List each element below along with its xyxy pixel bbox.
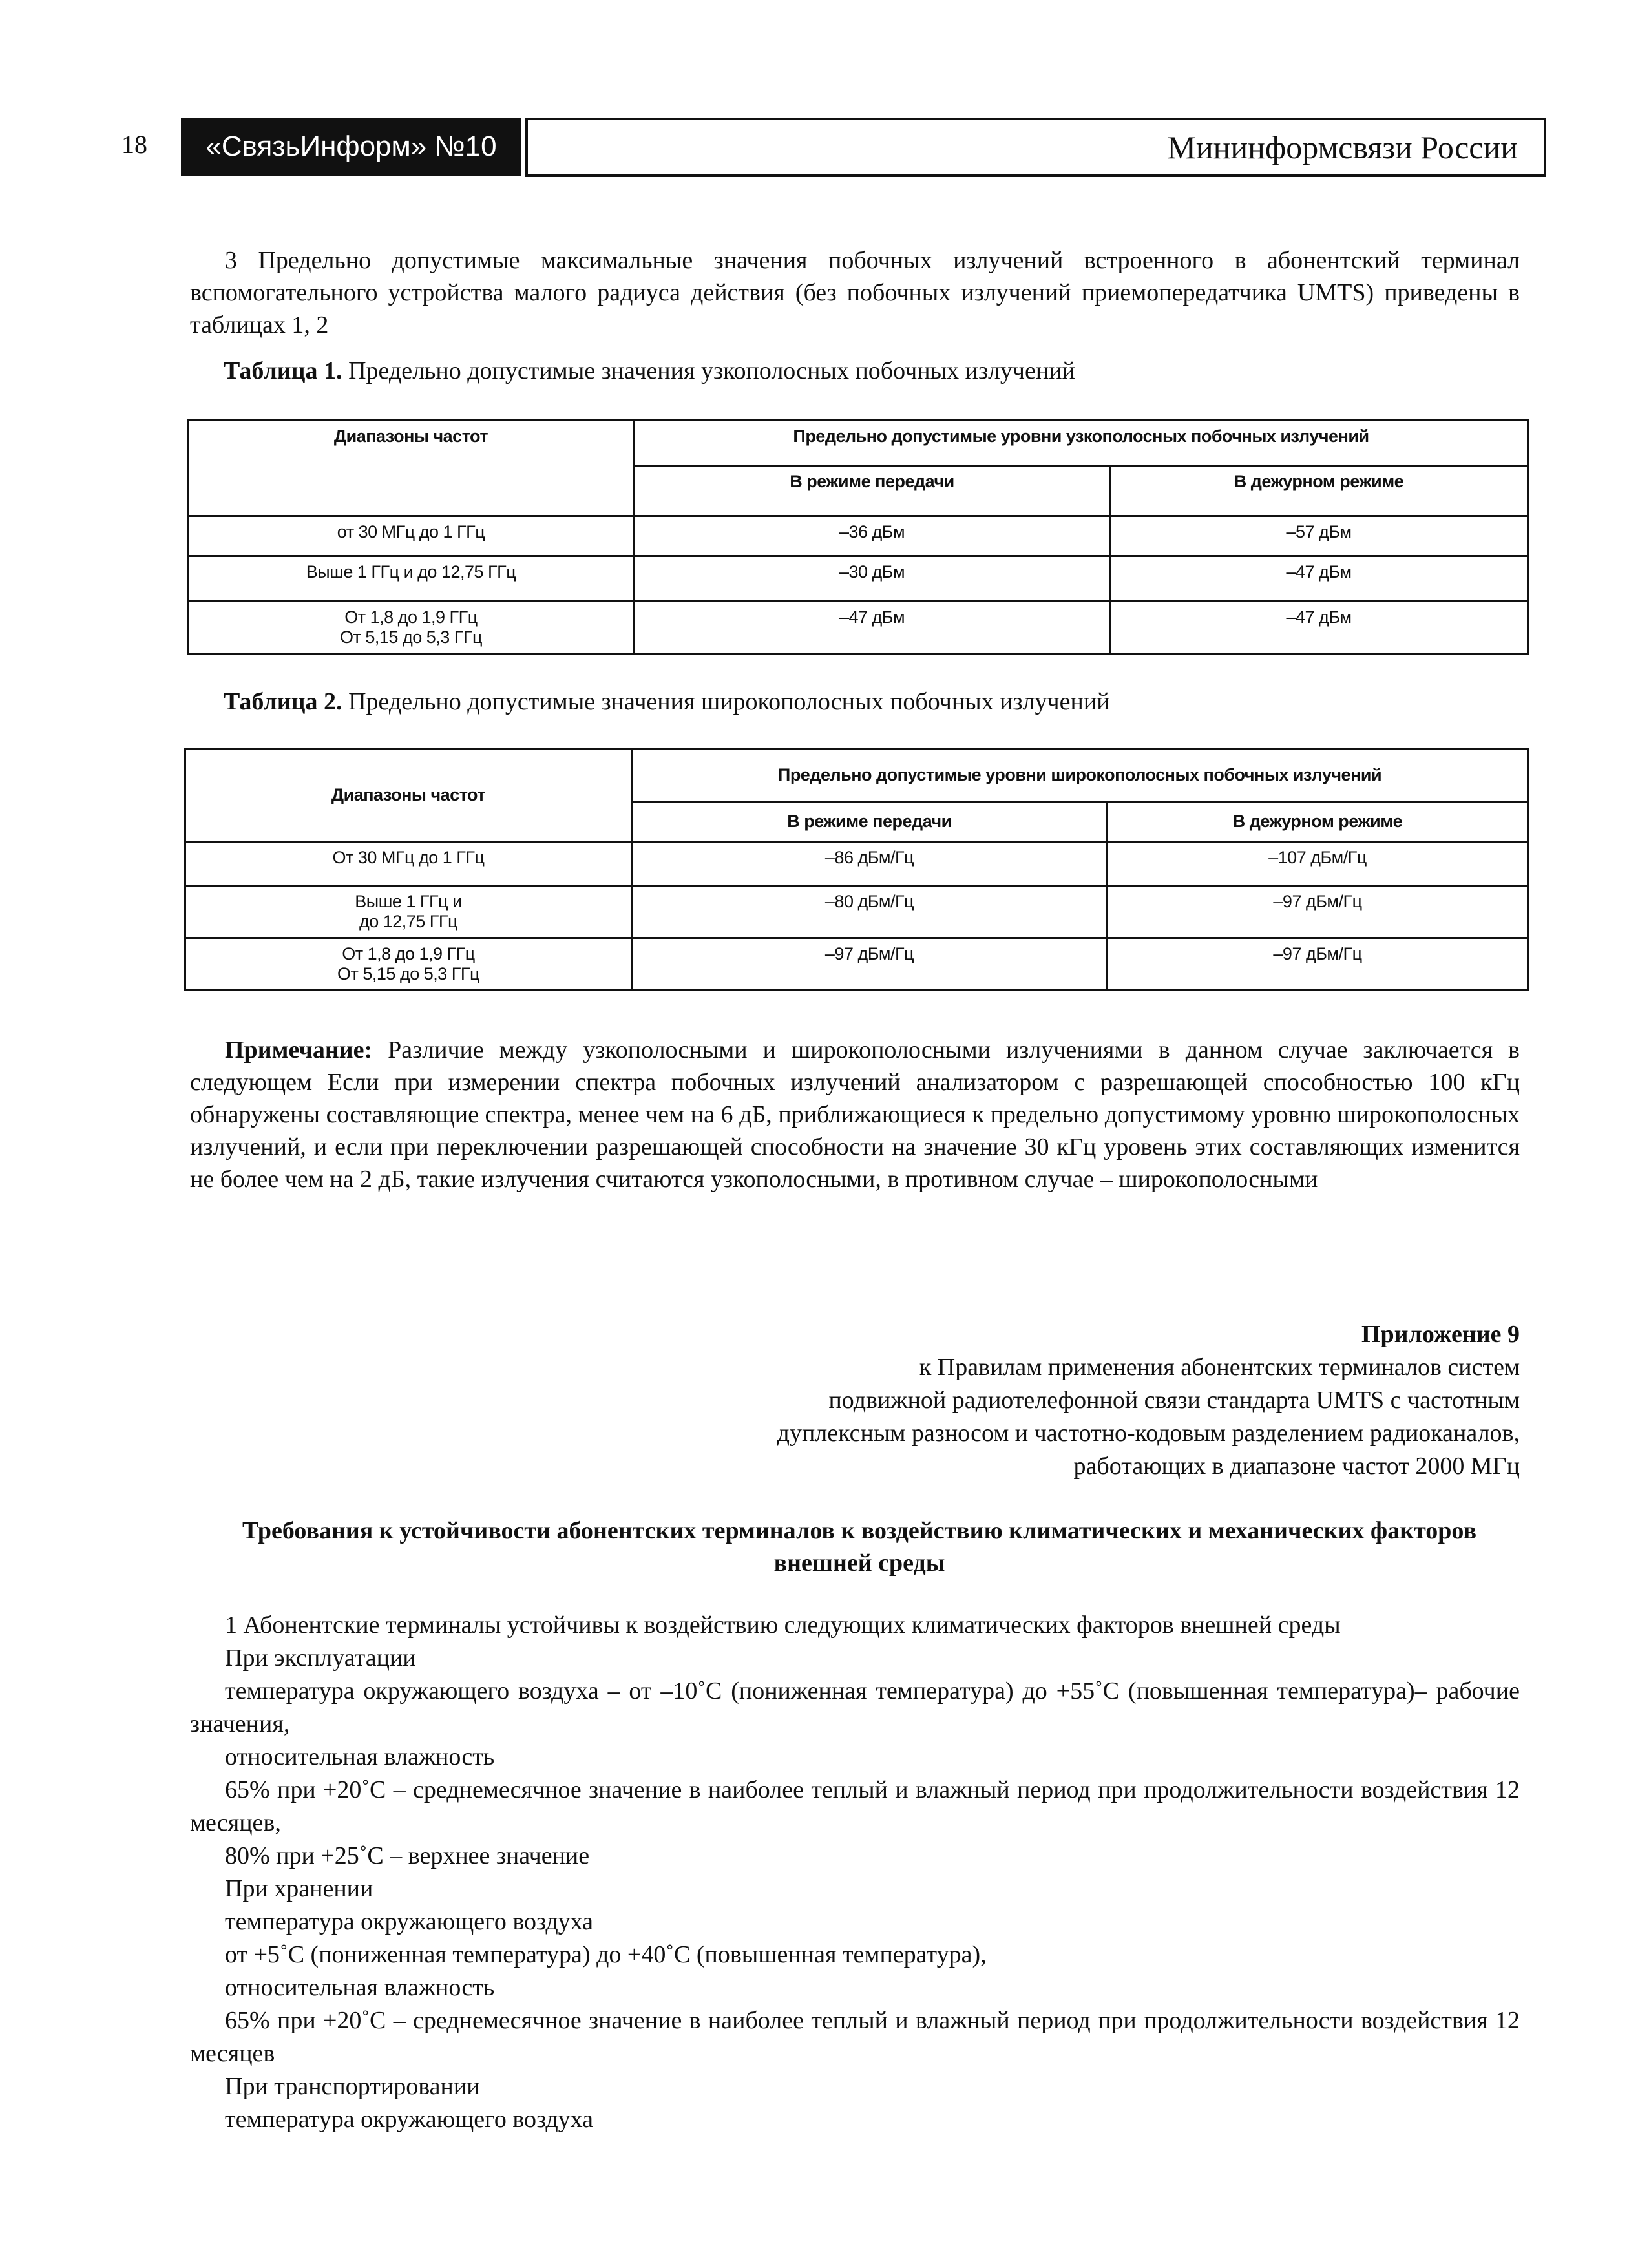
publisher-header <box>525 118 1546 177</box>
tx-cell: –80 дБм/Гц <box>632 886 1108 938</box>
body-line: 65% при +20˚С – среднемесячное значение в наиболее теплый и влажный период при продолжительности воздействия 12 месяцев <box>190 2007 1520 2067</box>
section-title: Требования к устойчивости абонентских терминалов к воздействию климатических и механических факторов внешней среды <box>242 1517 1476 1577</box>
appendix-title: Приложение 9 <box>1361 1321 1520 1348</box>
standby-cell: –57 дБм <box>1110 516 1528 556</box>
body-line: 80% при +25˚С – верхнее значение <box>225 1842 590 1869</box>
table2-caption-text: Предельно допустимые значения широкополосных побочных излучений <box>342 688 1110 715</box>
body-line: 1 Абонентские терминалы устойчивы к воздействию следующих климатических факторов внешней среды <box>225 1612 1341 1639</box>
standby-cell: –47 дБм <box>1110 602 1528 654</box>
standby-cell: –47 дБм <box>1110 556 1528 602</box>
col-header-tx: В режиме передачи <box>635 466 1110 516</box>
appendix-block <box>777 1318 1520 1483</box>
appendix-line: к Правилам применения абонентских терминалов систем <box>919 1354 1520 1381</box>
tx-cell: –30 дБм <box>635 556 1110 602</box>
freq-cell: от 30 МГц до 1 ГГц <box>337 522 485 541</box>
note-text: Различие между узкополосными и широкополосными излучениями в данном случае заключается в следующем Если при измерении спектра побочных излучений анализатором с разрешающей способностью 100 кГц обнаружены составляющие спектра, менее чем на 6 дБ, приближающиеся к предельно допустимому уровню широкополосных излучений, и если при переключении разрешающей способности на значение 30 кГц уровень этих составляющих изменится не более чем на 2 дБ, такие излучения считаются узкополосными, в противном случае – широкополосными <box>190 1036 1520 1193</box>
tx-cell: –36 дБм <box>635 516 1110 556</box>
tx-cell: –97 дБм/Гц <box>632 938 1108 991</box>
body-line: При транспортировании <box>225 2073 480 2100</box>
body-line: 65% при +20˚С – среднемесячное значение в наиболее теплый и влажный период при продолжительности воздействия 12 месяцев, <box>190 1776 1520 1836</box>
standby-cell: –97 дБм/Гц <box>1108 938 1528 991</box>
table1-caption-label: Таблица 1. <box>224 357 342 384</box>
table1-caption <box>224 357 1075 385</box>
col-header-freq: Диапазоны частот <box>188 421 635 516</box>
body-line: от +5˚С (пониженная температура) до +40˚С (повышенная температура), <box>225 1941 987 1968</box>
body-line: температура окружающего воздуха <box>225 1908 594 1935</box>
freq-cell-line2: От 5,15 до 5,3 ГГц <box>340 627 482 647</box>
freq-cell: Выше 1 ГГц и <box>355 892 462 911</box>
body-line: относительная влажность <box>225 1974 495 2001</box>
note-paragraph <box>190 1034 1520 1195</box>
body-line: температура окружающего воздуха – от –10˚С (пониженная температура) до +55˚С (повышенная температура)– рабочие значения, <box>190 1677 1520 1738</box>
col-header-group: Предельно допустимые уровни узкополосных побочных излучений <box>635 421 1528 466</box>
appendix-line: дуплексным разносом и частотно-кодовым разделением радиоканалов, <box>777 1420 1520 1447</box>
freq-cell-line2: От 5,15 до 5,3 ГГц <box>337 964 479 983</box>
body-line: При эксплуатации <box>225 1644 416 1672</box>
table-row <box>188 602 1528 654</box>
body-text <box>190 1609 1520 2136</box>
narrowband-table <box>187 419 1529 655</box>
col-header-freq: Диапазоны частот <box>185 749 632 842</box>
col-header-tx: В режиме передачи <box>632 802 1108 842</box>
table-row <box>188 556 1528 602</box>
journal-title: «СвязьИнформ» №10 <box>181 118 521 176</box>
page-number: 18 <box>121 130 147 159</box>
note-label: Примечание: <box>225 1036 373 1064</box>
publisher-name: Мининформсвязи России <box>1167 129 1518 165</box>
table-row <box>185 938 1528 991</box>
standby-cell: –97 дБм/Гц <box>1108 886 1528 938</box>
freq-cell: Выше 1 ГГц и до 12,75 ГГц <box>306 562 516 582</box>
col-header-group: Предельно допустимые уровни широкополосных побочных излучений <box>632 749 1528 802</box>
table-row <box>188 516 1528 556</box>
table2-caption <box>224 688 1110 716</box>
body-line: При хранении <box>225 1875 373 1902</box>
table-row <box>185 842 1528 886</box>
appendix-line: работающих в диапазоне частот 2000 МГц <box>1073 1453 1520 1480</box>
tx-cell: –86 дБм/Гц <box>632 842 1108 886</box>
broadband-table <box>184 748 1529 991</box>
body-line: температура окружающего воздуха <box>225 2106 594 2133</box>
table2-caption-label: Таблица 2. <box>224 688 342 715</box>
col-header-standby: В дежурном режиме <box>1110 466 1528 516</box>
intro-paragraph: 3 Предельно допустимые максимальные значения побочных излучений встроенного в абонентский терминал вспомогательного устройства малого радиуса действия (без побочных излучений приемопередатчика UMTS) приведены в таблицах 1, 2 <box>190 247 1520 339</box>
freq-cell: От 1,8 до 1,9 ГГц <box>344 607 478 627</box>
col-header-standby: В дежурном режиме <box>1108 802 1528 842</box>
freq-cell: От 1,8 до 1,9 ГГц <box>342 944 475 963</box>
freq-cell: От 30 МГц до 1 ГГц <box>185 842 632 886</box>
table-row <box>185 886 1528 938</box>
table1-caption-text: Предельно допустимые значения узкополосных побочных излучений <box>342 357 1075 384</box>
body-line: относительная влажность <box>225 1743 495 1770</box>
standby-cell: –107 дБм/Гц <box>1108 842 1528 886</box>
freq-cell-line2: до 12,75 ГГц <box>359 912 458 931</box>
tx-cell: –47 дБм <box>635 602 1110 654</box>
appendix-line: подвижной радиотелефонной связи стандарта UMTS с частотным <box>828 1387 1520 1414</box>
